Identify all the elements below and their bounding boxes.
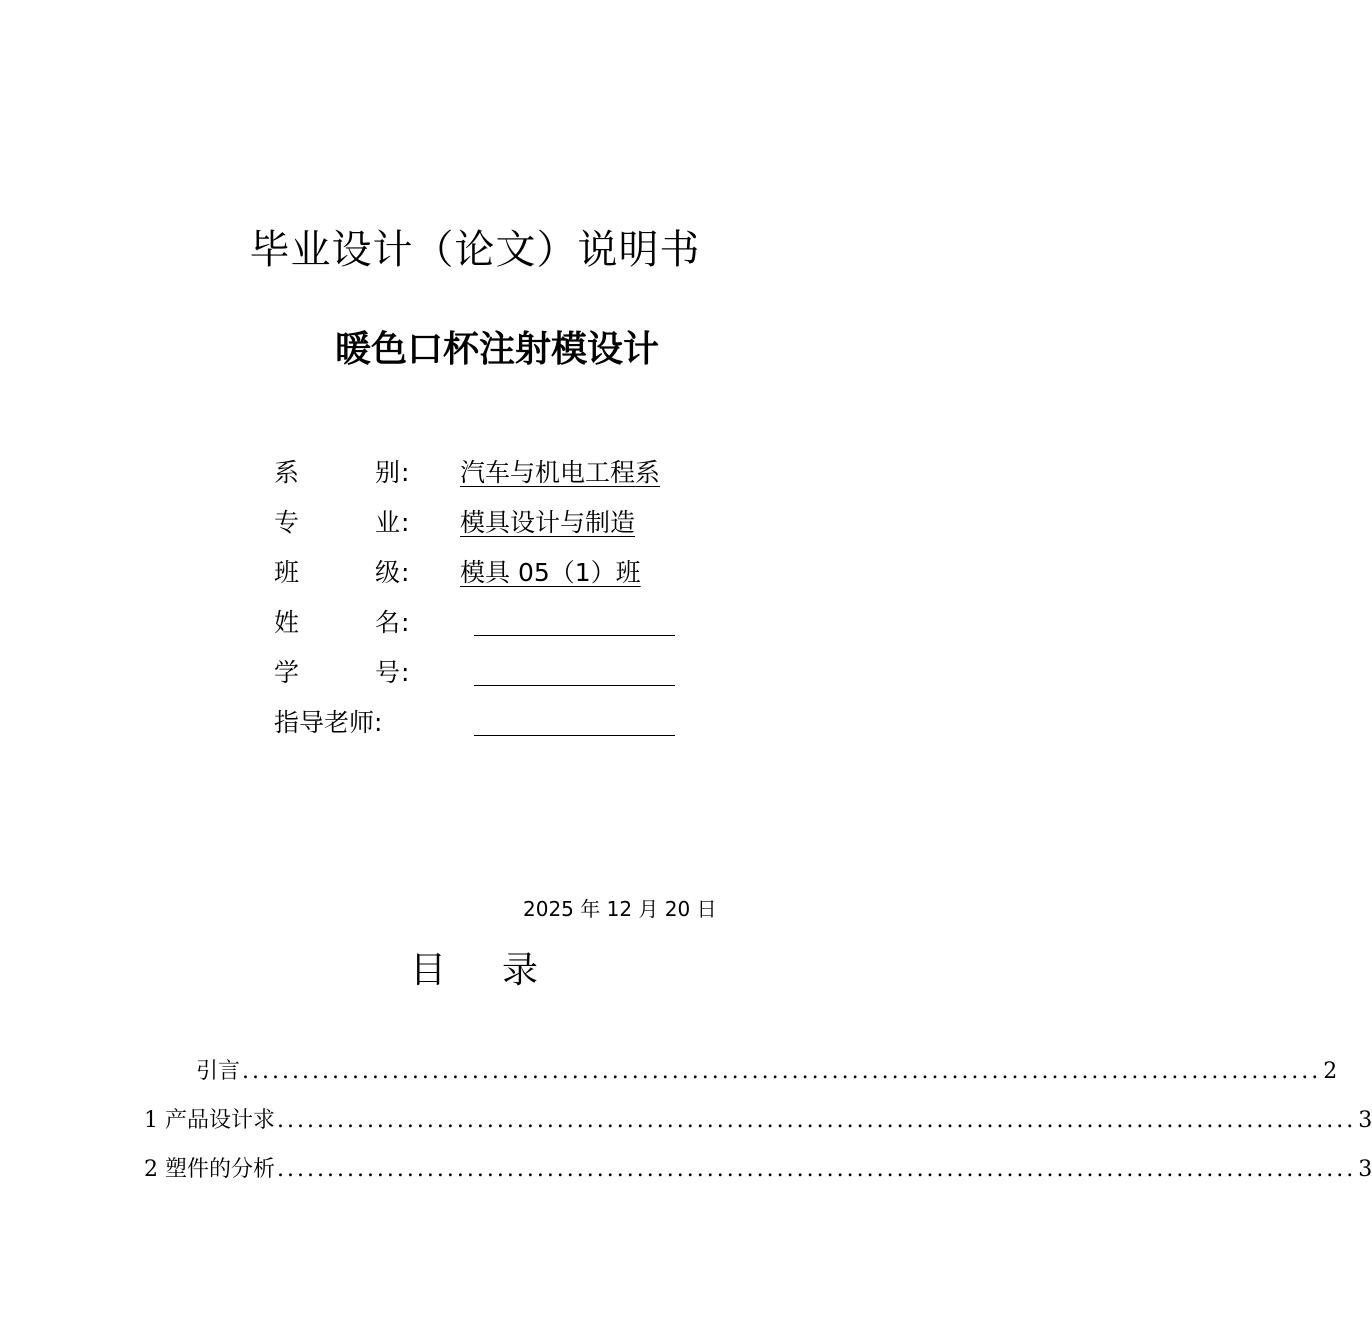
field-label: [274, 705, 382, 741]
toc-leader-dots: ............................................................................................................: [277, 1157, 1357, 1182]
field-label-char-1: 专: [274, 508, 300, 537]
field-colon: :: [401, 458, 410, 487]
toc-entry[interactable]: [144, 1104, 1372, 1138]
document-title: 毕业设计（论文）说明书: [249, 227, 701, 273]
advisor-blank-line: [474, 735, 675, 736]
toc-leader-dots: ............................................................................................................: [277, 1108, 1357, 1133]
field-label-char-1: 系: [274, 458, 300, 487]
toc-entry-page: 3: [1358, 1157, 1372, 1182]
field-label-char-2: 号: [375, 658, 401, 687]
field-label-char-2: 别: [375, 458, 401, 487]
field-row-name: [274, 605, 694, 641]
field-value-class: 模具 05（1）班: [460, 558, 641, 587]
field-colon: :: [401, 508, 410, 537]
field-label-char-2: 名: [375, 608, 401, 637]
toc-entry[interactable]: [196, 1055, 1338, 1089]
toc-heading-char-2: 录: [502, 950, 539, 991]
toc-heading-char-1: 目: [410, 950, 447, 991]
toc-entry-title: 1 产品设计求: [144, 1108, 275, 1133]
field-row-student-id: [274, 655, 694, 691]
field-value-department: 汽车与机电工程系: [460, 458, 661, 487]
field-label-char-2: 业: [375, 508, 401, 537]
field-label-text: 指导老师: [274, 708, 375, 737]
field-value-major: 模具设计与制造: [460, 508, 636, 537]
name-blank-line: [474, 635, 675, 636]
submission-date: 2025 年 12 月 20 日: [523, 897, 717, 921]
toc-entry-page: 2: [1323, 1059, 1338, 1084]
toc-entry[interactable]: [144, 1153, 1372, 1187]
student-id-blank-line: [474, 685, 675, 686]
project-title: 暖色口杯注射模设计: [334, 329, 659, 370]
field-label-char-2: 级: [375, 558, 401, 587]
field-label-char-1: 班: [274, 558, 300, 587]
field-colon: :: [374, 708, 383, 737]
field-label-char-1: 姓: [274, 608, 300, 637]
field-colon: :: [401, 608, 410, 637]
toc-entry-page: 3: [1358, 1108, 1372, 1133]
field-colon: :: [401, 558, 410, 587]
field-colon: :: [401, 658, 410, 687]
field-row-advisor: [274, 705, 694, 741]
toc-entry-title: 2 塑件的分析: [144, 1157, 275, 1182]
toc-heading: [410, 945, 538, 997]
field-label-char-1: 学: [274, 658, 300, 687]
toc-entry-title: 引言: [196, 1059, 241, 1084]
toc-leader-dots: ............................................................................................................: [242, 1059, 1322, 1084]
